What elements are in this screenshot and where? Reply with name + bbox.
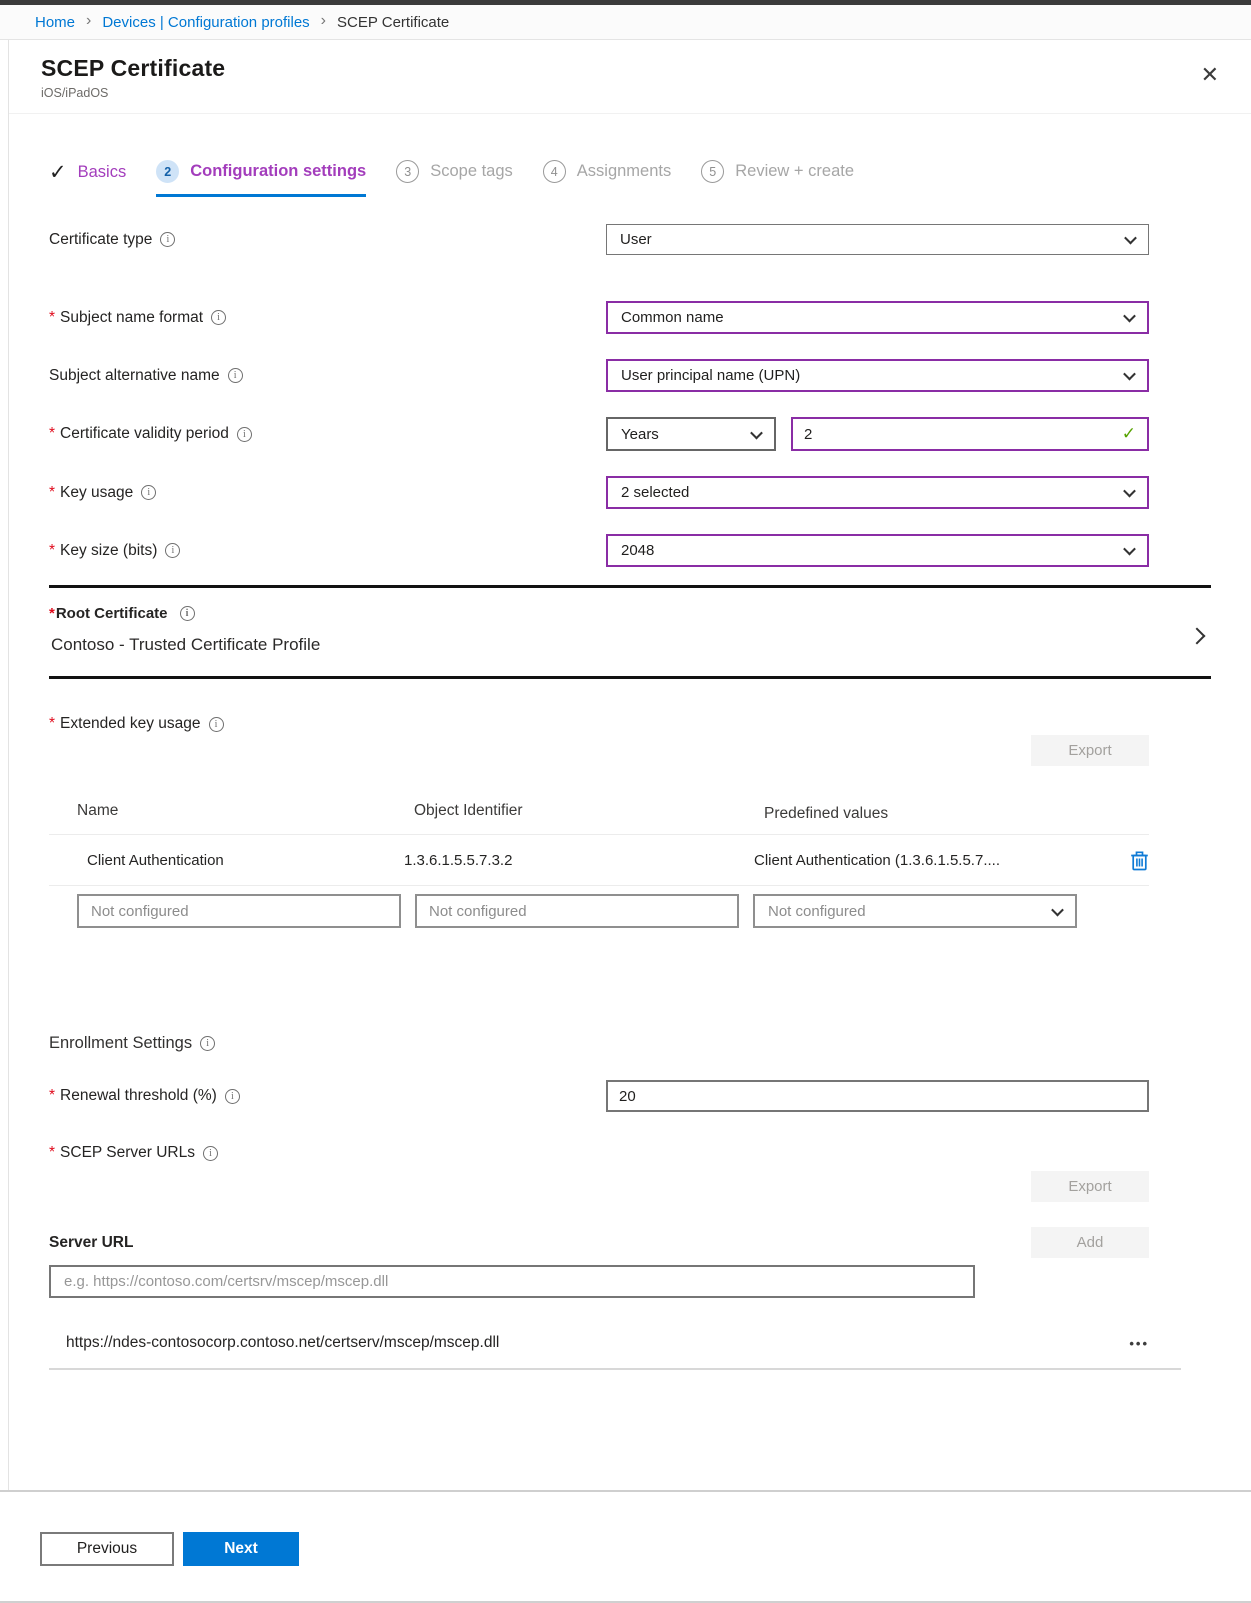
key-size-label: [49, 542, 606, 560]
validity-value-field: [791, 417, 1149, 451]
page-title: SCEP Certificate: [41, 55, 226, 81]
tab-assignments[interactable]: [543, 160, 671, 197]
required-marker: *: [49, 541, 56, 559]
tab-configuration-settings-label: Configuration settings: [190, 162, 367, 180]
tab-scope-tags-label: Scope tags: [430, 162, 513, 180]
column-header-object-identifier: Object Identifier: [414, 802, 523, 819]
breadcrumb-home[interactable]: Home: [35, 13, 76, 31]
chevron-down-icon: [1123, 485, 1136, 498]
label-text: Subject alternative name: [49, 366, 220, 384]
check-icon: ✓: [49, 161, 67, 184]
label-text: Key usage: [60, 483, 134, 501]
info-icon[interactable]: i: [211, 310, 226, 325]
key-size-value: 2048: [621, 542, 655, 559]
table-header-row: [49, 802, 1149, 835]
breadcrumb-current-page: SCEP Certificate: [337, 13, 450, 31]
root-certificate-value: Contoso - Trusted Certificate Profile: [51, 635, 321, 654]
next-button[interactable]: Next: [183, 1532, 299, 1566]
required-marker: *: [49, 308, 56, 326]
key-size-select[interactable]: [606, 534, 1149, 567]
extended-key-usage-table: [49, 802, 1149, 938]
valid-check-icon: ✓: [1121, 424, 1136, 443]
key-usage-select[interactable]: [606, 476, 1149, 509]
previous-button[interactable]: Previous: [40, 1532, 174, 1566]
label-text: Root Certificate: [55, 605, 168, 622]
info-icon[interactable]: i: [141, 485, 156, 500]
breadcrumb-separator-icon: ›: [320, 12, 326, 29]
renewal-threshold-field: [606, 1080, 1149, 1112]
info-icon[interactable]: i: [228, 368, 243, 383]
column-header-predefined-values: Predefined values: [764, 805, 889, 822]
key-usage-value: 2 selected: [621, 484, 690, 501]
tab-scope-tags[interactable]: [396, 160, 513, 197]
validity-unit-select[interactable]: [606, 417, 776, 451]
configuration-form: [49, 224, 1149, 567]
info-icon[interactable]: i: [200, 1036, 215, 1051]
breadcrumb-devices-configuration-profiles[interactable]: Devices | Configuration profiles: [102, 13, 310, 31]
label-text: SCEP Server URLs: [60, 1144, 195, 1161]
eku-oid-input[interactable]: [415, 894, 739, 928]
server-url-input[interactable]: [49, 1265, 975, 1298]
subject-alternative-name-value: User principal name (UPN): [621, 367, 801, 384]
eku-row-oid: 1.3.6.1.5.5.7.3.2: [404, 852, 513, 869]
info-icon[interactable]: i: [203, 1146, 218, 1161]
root-certificate-label: [49, 605, 1211, 622]
info-icon[interactable]: i: [180, 606, 195, 621]
add-url-button[interactable]: Add: [1031, 1227, 1149, 1258]
server-url-row: [49, 1319, 1181, 1370]
step-2-badge: 2: [156, 160, 179, 183]
column-header-name: Name: [77, 802, 119, 819]
tab-review-create-label: Review + create: [735, 162, 855, 180]
certificate-type-value: User: [620, 231, 652, 248]
required-marker: *: [49, 1087, 56, 1104]
step-5-badge: 5: [701, 160, 724, 183]
renewal-threshold-input[interactable]: [619, 1088, 1136, 1105]
chevron-down-icon: [750, 426, 763, 439]
info-icon[interactable]: i: [237, 427, 252, 442]
eku-predefined-placeholder: Not configured: [768, 902, 866, 920]
validity-unit-value: Years: [621, 425, 659, 443]
delete-row-icon[interactable]: [1130, 850, 1149, 871]
info-icon[interactable]: i: [225, 1089, 240, 1104]
breadcrumb-separator-icon: ›: [86, 12, 92, 29]
wizard-footer: [0, 1490, 1251, 1566]
step-3-badge: 3: [396, 160, 419, 183]
required-marker: *: [49, 483, 56, 501]
validity-value-input[interactable]: [804, 426, 1122, 443]
tab-assignments-label: Assignments: [576, 162, 672, 180]
export-button[interactable]: Export: [1031, 735, 1149, 766]
scep-server-urls-label: [49, 1144, 1149, 1162]
blade-header: [9, 40, 1251, 114]
tab-basics-label: Basics: [77, 163, 127, 181]
chevron-down-icon: [1123, 368, 1136, 381]
wizard-steps: [49, 160, 1251, 199]
info-icon[interactable]: i: [160, 232, 175, 247]
root-certificate-row[interactable]: [49, 585, 1211, 679]
label-text: Extended key usage: [60, 715, 201, 732]
tab-basics[interactable]: [49, 160, 126, 199]
label-text: Key size (bits): [60, 541, 158, 559]
enrollment-settings-heading: [49, 1034, 1149, 1053]
subject-name-format-value: Common name: [621, 309, 724, 326]
label-text: Subject name format: [60, 308, 204, 326]
label-text: Renewal threshold (%): [60, 1087, 217, 1104]
enrollment-settings-section: [49, 1034, 1149, 1370]
label-text: Certificate type: [49, 230, 153, 248]
key-usage-label: [49, 484, 606, 502]
subject-alternative-name-label: [49, 367, 606, 385]
label-text: Certificate validity period: [60, 425, 229, 442]
table-row: [49, 835, 1149, 886]
table-new-row: [49, 886, 1149, 938]
required-marker: *: [49, 715, 56, 732]
chevron-down-icon: [1051, 903, 1064, 916]
certificate-validity-period-label: [49, 425, 606, 443]
required-marker: *: [49, 605, 55, 622]
info-icon[interactable]: i: [209, 717, 224, 732]
chevron-down-icon: [1123, 310, 1136, 323]
subject-name-format-label: [49, 309, 606, 327]
chevron-down-icon: [1124, 232, 1137, 245]
page-subtitle: iOS/iPadOS: [41, 86, 109, 100]
extended-key-usage-section: [49, 715, 1149, 938]
required-marker: *: [49, 1144, 56, 1161]
eku-name-input[interactable]: [77, 894, 401, 928]
certificate-type-label: [49, 231, 606, 249]
required-marker: *: [49, 425, 56, 442]
tab-configuration-settings[interactable]: [156, 160, 366, 197]
certificate-type-select[interactable]: [606, 224, 1149, 255]
heading-text: Enrollment Settings: [49, 1034, 193, 1052]
subject-alternative-name-select[interactable]: [606, 359, 1149, 392]
server-url-label: Server URL: [49, 1233, 134, 1251]
chevron-down-icon: [1123, 543, 1136, 556]
extended-key-usage-label: [49, 715, 1149, 733]
info-icon[interactable]: i: [165, 543, 180, 558]
renewal-threshold-label: [49, 1087, 606, 1105]
breadcrumb: [0, 5, 1251, 40]
eku-row-predefined: Client Authentication (1.3.6.1.5.5.7....: [754, 852, 1000, 869]
tab-review-create[interactable]: [701, 160, 854, 197]
close-icon[interactable]: ✕: [1200, 62, 1219, 87]
more-options-icon[interactable]: •••: [1129, 1335, 1149, 1351]
eku-row-name: Client Authentication: [87, 852, 224, 869]
server-url-value: https://ndes-contosocorp.contoso.net/certserv/mscep/mscep.dll: [66, 1334, 500, 1351]
step-4-badge: 4: [543, 160, 566, 183]
scep-certificate-blade: [8, 40, 1251, 1490]
export-urls-button[interactable]: Export: [1031, 1171, 1149, 1202]
subject-name-format-select[interactable]: [606, 301, 1149, 334]
eku-predefined-select[interactable]: [753, 894, 1077, 928]
